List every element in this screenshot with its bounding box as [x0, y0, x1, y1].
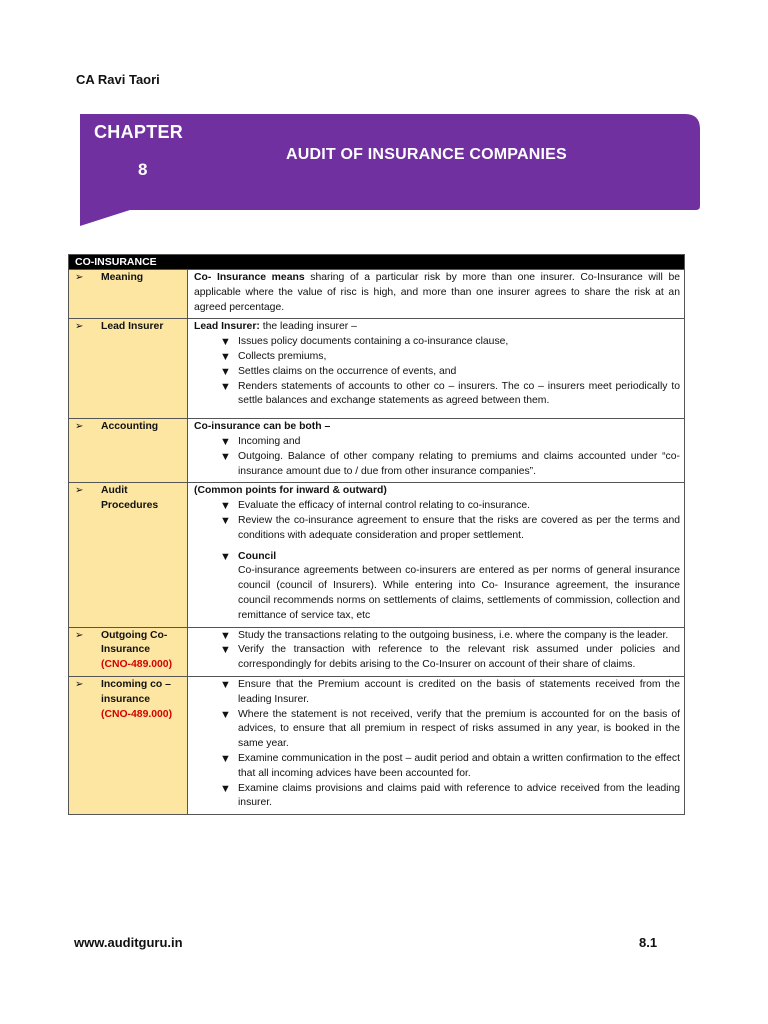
row-label: Accounting	[101, 421, 159, 433]
row-content-cell	[188, 270, 685, 319]
arrow-bullet-icon: ➢	[75, 485, 84, 497]
table-row	[69, 270, 685, 319]
chapter-number: 8	[138, 160, 148, 179]
author-name: CA Ravi Taori	[76, 72, 160, 87]
row-content-cell	[188, 627, 685, 676]
triangle-bullet-icon: ▼	[220, 550, 231, 563]
arrow-bullet-icon: ➢	[75, 321, 84, 333]
reference-code: (CNO-489.000)	[101, 659, 173, 671]
list-item: ▼ Examine claims provisions and claims paid with reference to advice received from the leading insurer.	[220, 782, 680, 809]
triangle-bullet-icon: ▼	[220, 365, 231, 378]
list-item: ▼ Renders statements of accounts to other co – insurers. The co – insurers meet periodically to settle balances and exchange statements as agreed between them.	[220, 380, 680, 407]
triangle-bullet-icon: ▼	[220, 782, 231, 795]
table-row	[69, 676, 685, 814]
list-item: ▼ Study the transactions relating to the outgoing business, i.e. where the company is the leader.	[220, 629, 669, 642]
chapter-title: AUDIT OF INSURANCE COMPANIES	[286, 146, 567, 163]
arrow-bullet-icon: ➢	[75, 421, 84, 433]
row-label: Audit	[101, 485, 128, 497]
chapter-label: CHAPTER	[94, 122, 184, 142]
row-content-cell	[188, 319, 685, 419]
reference-code: (CNO-489.000)	[101, 708, 173, 720]
triangle-bullet-icon: ▼	[220, 678, 231, 691]
term-lead: Co-insurance can be both –	[194, 421, 331, 433]
table-header-row	[69, 255, 685, 270]
row-label: Meaning	[101, 272, 144, 283]
term-text: the leading insurer –	[259, 321, 357, 333]
row-label: Incoming co –	[101, 678, 171, 690]
arrow-bullet-icon: ➢	[75, 678, 84, 690]
triangle-bullet-icon: ▼	[220, 514, 231, 527]
row-content-cell	[188, 676, 685, 814]
list-item: ▼ Collects premiums,	[220, 350, 327, 363]
term-lead: (Common points for inward & outward)	[194, 485, 387, 497]
row-label-cell	[69, 676, 188, 814]
table-row	[69, 483, 685, 627]
row-label: Outgoing Co-	[101, 629, 168, 641]
triangle-bullet-icon: ▼	[220, 450, 231, 463]
list-item: ▼ Evaluate the efficacy of internal control relating to co-insurance.	[220, 500, 531, 513]
list-item: ▼ Outgoing. Balance of other company relating to premiums and claims accounted under “co-insurance amount due to / due from other insurance companies”.	[220, 450, 680, 477]
list-item: ▼ Review the co-insurance agreement to ensure that the risks are covered as per the terms and conditions with adequate consideration and proper settlement.	[220, 514, 680, 541]
row-content-cell	[188, 483, 685, 627]
bullet-list	[194, 678, 680, 811]
council-title: Council	[238, 550, 277, 562]
list-item: ▼ Verify the transaction with reference to the relevant risk assumed under policies and correspondingly for debits arising to the Co-Insurer on account of their share of claims.	[220, 644, 680, 671]
section-heading: CO-INSURANCE	[69, 255, 685, 270]
row-label: Lead Insurer	[101, 321, 164, 333]
list-item: ▼ Issues policy documents containing a co-insurance clause,	[220, 336, 509, 349]
row-label-cell	[69, 483, 188, 627]
list-item: ▼ Settles claims on the occurrence of events, and	[220, 365, 457, 378]
term-lead: Co- Insurance means	[194, 272, 305, 283]
table-row	[69, 319, 685, 419]
table-row	[69, 627, 685, 676]
row-label: insurance	[101, 693, 151, 705]
bullet-list	[194, 335, 680, 409]
triangle-bullet-icon: ▼	[220, 752, 231, 765]
bullet-list	[194, 550, 680, 565]
triangle-bullet-icon: ▼	[220, 500, 231, 513]
triangle-bullet-icon: ▼	[220, 350, 231, 363]
triangle-bullet-icon: ▼	[220, 380, 231, 393]
triangle-bullet-icon: ▼	[220, 435, 231, 448]
bullet-list	[194, 629, 680, 673]
co-insurance-table	[68, 254, 685, 815]
row-label: Procedures	[101, 500, 159, 512]
arrow-bullet-icon: ➢	[75, 629, 84, 641]
table-row	[69, 419, 685, 483]
triangle-bullet-icon: ▼	[220, 629, 231, 642]
bullet-list	[194, 435, 680, 479]
triangle-bullet-icon: ▼	[220, 708, 231, 721]
list-item	[220, 550, 680, 565]
page-number: 8.1	[639, 935, 658, 950]
list-item: ▼ Incoming and	[220, 435, 301, 448]
row-label: Insurance	[101, 644, 151, 656]
chapter-banner	[80, 114, 700, 226]
list-item: ▼ Ensure that the Premium account is credited on the basis of statements received from the leading Insurer.	[220, 678, 680, 705]
row-label-cell	[69, 319, 188, 419]
list-item: ▼ Where the statement is not received, verify that the premium is accounted for on the basis of advices, to ensure that all premium in respect of risks assumed in any year, is booked in the same year.	[220, 708, 680, 750]
term-lead: Lead Insurer:	[194, 321, 260, 333]
triangle-bullet-icon: ▼	[220, 336, 231, 349]
list-item: ▼ Examine communication in the post – audit period and obtain a written confirmation to the effect that all incoming advices have been accounted for.	[220, 752, 680, 779]
term-text: sharing of a particular risk by more than one insurer. Co-Insurance will be applicable where the value of risc is high, and more than one insurer agrees to share the risk at an agreed percentage.	[194, 272, 681, 313]
row-label-cell	[69, 270, 188, 319]
arrow-bullet-icon: ➢	[75, 272, 84, 283]
footer-website-link[interactable]: www.auditguru.in	[74, 935, 183, 950]
row-label-cell	[69, 419, 188, 483]
row-content-cell	[188, 419, 685, 483]
council-text: Co-insurance agreements between co-insurers are entered as per norms of general insurance council (council of Insurers). While entering into Co- Insurance agreement, the insurance council recommends norms on settlements of claims, settlements of commission, collection and remittance of service tax, etc	[238, 565, 680, 621]
row-label-cell	[69, 627, 188, 676]
triangle-bullet-icon: ▼	[220, 644, 231, 657]
bullet-list	[194, 499, 680, 543]
